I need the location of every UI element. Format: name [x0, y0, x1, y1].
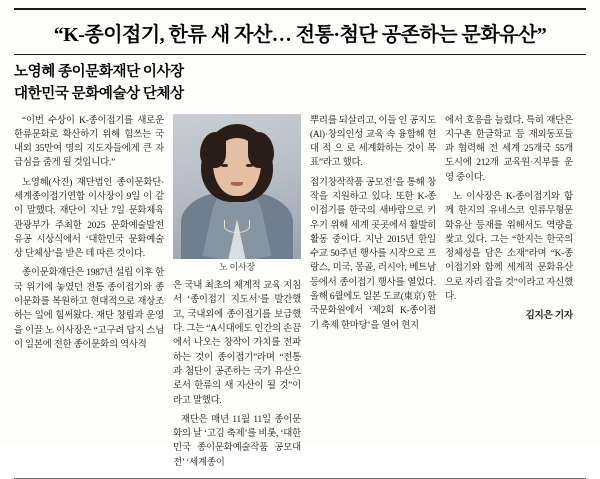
subheadline [14, 62, 586, 106]
headline-divider [14, 54, 586, 55]
photo-necklace [224, 220, 250, 233]
article-column-1 [14, 114, 164, 358]
article-column-3 [310, 114, 436, 338]
paragraph: 종이문화재단은 1987년 설립 이후 한국 위기에 놓였던 전통 종이접기와 종이문화를 복원하고 현대적으로 재상조하는 일에 힘써왔다. 재단 창립과 운영을 이끌 노 이사장은 “고구려 답지 스님이 일본에 전한 종이문화의 역사적 [14, 268, 164, 350]
article-column-4 [445, 114, 573, 324]
paragraph: “이번 수상이 K-종이접기를 새로운 한류문화로 확산하기 위해 힘쓰는 국내외 35만여 명의 지도자들에게 큰 자급심을 줌게 될 것입니다.” [14, 115, 164, 169]
byline: 김지은 기자 [525, 310, 573, 322]
portrait-photo [173, 114, 301, 259]
photo-eye-left [221, 164, 228, 167]
paragraph: 뿌리를 되살리고, 이들 인 공지도(Al)·창의인성 교육 속 융합해 현대 적 으 로 세계화하는 것이 목표”라고 했다. [310, 115, 436, 169]
photo-mouth [231, 182, 243, 186]
article-column-2 [173, 114, 301, 476]
page-title: “K-종이접기, 한류 새 자산… 전통·첨단 공존하는 문화유산” [53, 24, 547, 46]
paragraph: 노 이사장은 K-종이접기와 함께 한지의 유네스코 인류무형문화유산 등재를 위해서도 역량을 쌏고 있다. 그는 “한지는 한국의 정체성을 담은 소재”라며 “K-종이접기와 함께 세계적 문화유산으로 자리 잡을 것”이라고 자신했다. [445, 191, 573, 303]
photo-caption: 노 이사장 [218, 261, 256, 272]
paragraph: 접기창작작품 공모전’을 통해 창작을 지원하고 있다. 또한 K-종이접기를 한국의 새바람으로 키우기 위해 세계 곳곳에서 활발히 활동 중이다. 지난 2015년 한일 수교 50주년 행사를 시작으로 프랑스, 미국, 몽골, 러시아, 베트남 등에서 종이접기 행사를 열었다. 올해 6월에도 일본 도쿄(東京) 한국문화원에서 ‘제2회 K-종이접기 축제 한마당’을 열어 현지 [310, 177, 436, 331]
article-columns [14, 114, 586, 476]
paragraph: 은 국내 최초의 체계적 교육 지침서 ‘종이접기 지도서’를 발간했고, 국내외에 종이접기를 보급했다. 그는 “A시대에도 인간의 손끔에서 나오는 창작이 가치를 전파하는 것이 종이접기”라며 “전통과 첨단이 공존하는 국가 유산으로서 한류의 새 자산이 될 것”이라고 말했다. [173, 281, 301, 406]
paragraph: 노영혜(사진) 재단법인 종이문화단·세계종이접기연합 이사장이 9일 이 같이 말했다. 재단이 지난 7일 문화체육관광부가 주최한 2025 문화예술발전 유공 시상식에서 ‘대한민국 문화예술상 단체상’을 받은 데 따른 것이다. [14, 177, 164, 260]
photo-eye-right [246, 164, 253, 167]
subheadline-line-1: 노영혜 종이문화재단 이사장 [14, 64, 184, 80]
article-photo-figure [173, 114, 301, 275]
paragraph: 에서 호응을 늘렸다. 특히 재단은 지구촌 한글학교 등 재외동포들과 협력해 전 세계 25개국 55개 도시에 212개 교육원·지부를 운영 중이다. [445, 115, 573, 183]
subheadline-line-2: 대한민국 문화예술상 단체상 [14, 85, 184, 102]
paragraph: 재단은 매년 11월 11일 종이문화의 날 ‘고김 축제’를 비롯, ‘대한민국 종이문화예술작품 공모대전’ ‘세계종이 [173, 414, 301, 468]
